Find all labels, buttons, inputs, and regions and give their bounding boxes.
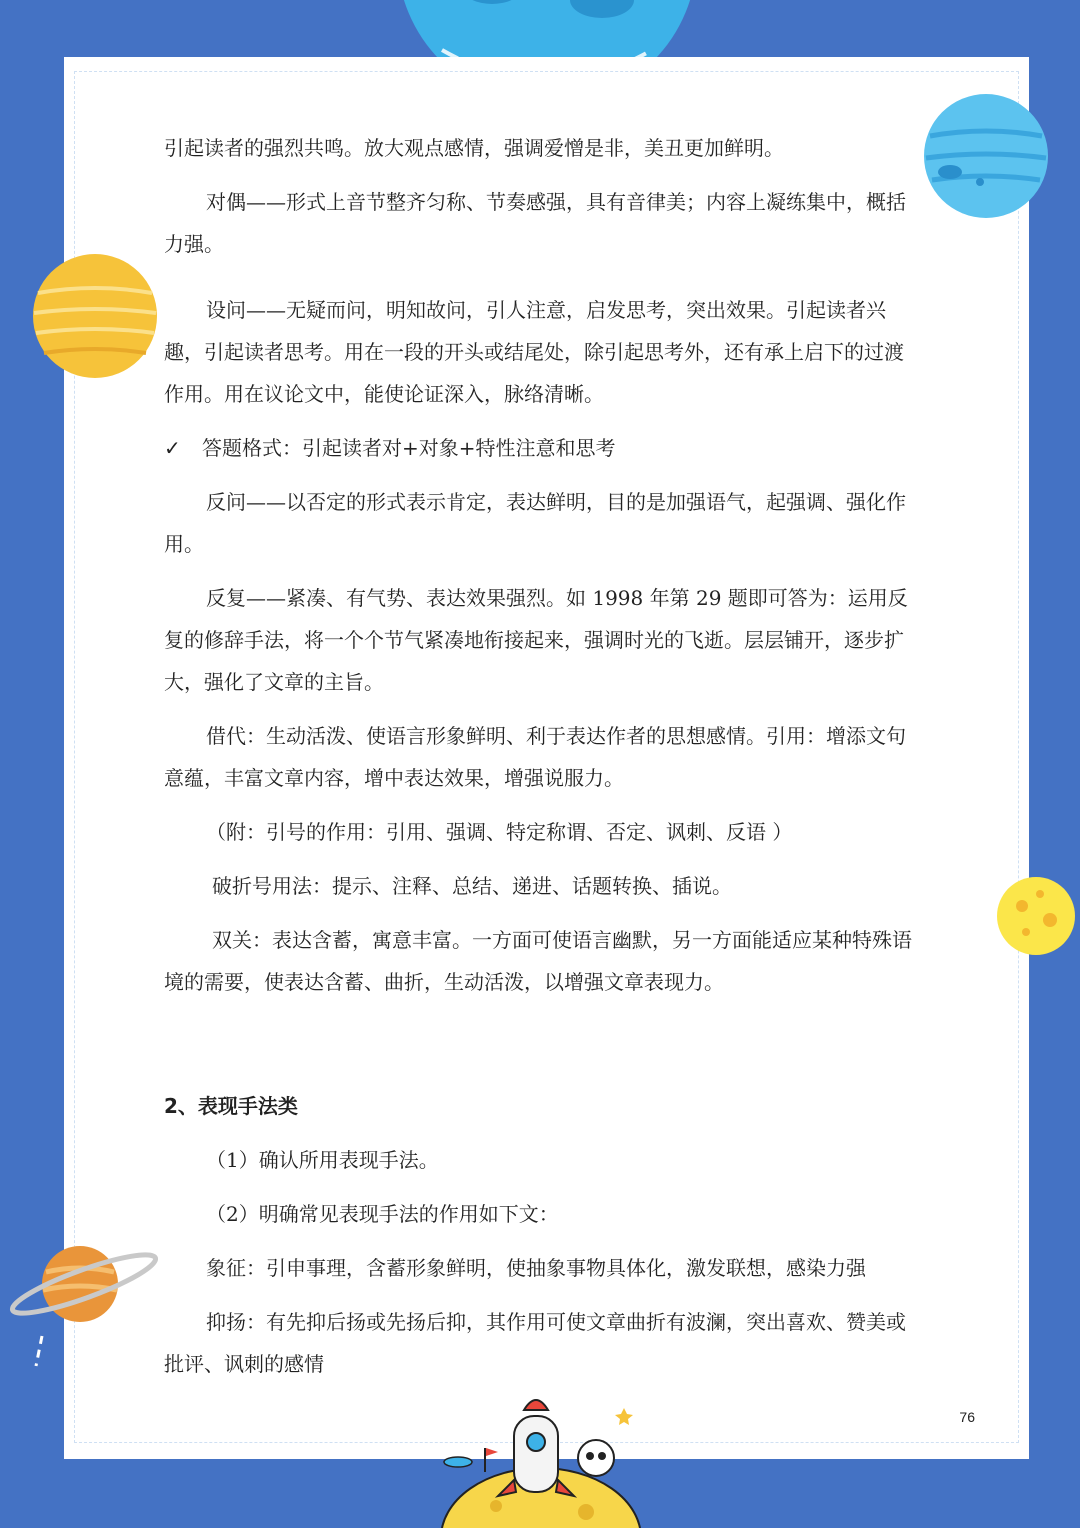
document-page [64, 57, 1029, 1459]
answer-format-text: 答题格式：引起读者对+对象+特性注意和思考 [202, 436, 616, 460]
paragraph-repetition: 反复——紧凑、有气势、表达效果强烈。如 1998 年第 29 题即可答为：运用反复的修辞手法，将一个个节气紧凑地衔接起来，强调时光的飞逝。层层铺开，逐步扩大，强化了文章的主旨。 [164, 586, 908, 694]
document-body [164, 127, 920, 1385]
paragraph-symbolism: 象征：引申事理，含蓄形象鲜明，使抽象事物具体化，激发联想，感染力强 [206, 1256, 866, 1280]
rocket-moon-illustration [436, 1388, 646, 1528]
paragraph-quotation-marks-note: （附：引号的作用：引用、强调、特定称谓、否定、讽刺、反语 ） [206, 820, 793, 844]
paragraph-rhetorical-negation: 反问——以否定的形式表示肯定，表达鲜明，目的是加强语气，起强调、强化作用。 [164, 490, 906, 556]
section-item-2: （2）明确常见表现手法的作用如下文： [206, 1202, 559, 1226]
yellow-planet-left-icon [32, 253, 158, 379]
paragraph-contrast: 抑扬：有先抑后扬或先扬后抑，其作用可使文章曲折有波澜，突出喜欢、赞美或批评、讽刺的感情 [164, 1310, 906, 1376]
yellow-planet-right-icon [996, 876, 1076, 956]
paragraph-metonymy: 借代：生动活泼、使语言形象鲜明、利于表达作者的思想感情。引用：增添文句意蕴，丰富文章内容，增中表达效果，增强说服力。 [164, 724, 906, 790]
answer-format-line [164, 427, 920, 469]
section-heading: 2、表现手法类 [164, 1094, 298, 1118]
blue-planet-right-icon [922, 92, 1050, 220]
section-item-1: （1）确认所用表现手法。 [206, 1148, 439, 1172]
saturn-planet-icon [8, 1240, 158, 1370]
paragraph-exaggeration-cont: 引起读者的强烈共鸣。放大观点感情，强调爱憎是非，美丑更加鲜明。 [164, 136, 784, 160]
page-number: 76 [959, 1409, 975, 1425]
paragraph-rhetorical-question: 设问——无疑而问，明知故问，引人注意，启发思考，突出效果。引起读者兴趣，引起读者思考。用在一段的开头或结尾处，除引起思考外，还有承上启下的过渡作用。用在议论文中，能使论证深入，脉络清晰。 [164, 298, 904, 406]
paragraph-dash-usage: 破折号用法：提示、注释、总结、递进、话题转换、插说。 [212, 874, 732, 898]
paragraph-pun: 双关：表达含蓄，寓意丰富。一方面可使语言幽默，另一方面能适应某种特殊语境的需要，使表达含蓄、曲折，生动活泼，以增强文章表现力。 [164, 928, 912, 994]
checkmark-icon: ✓ [164, 436, 181, 460]
paragraph-antithesis: 对偶——形式上音节整齐匀称、节奏感强，具有音律美；内容上凝练集中，概括力强。 [164, 190, 906, 256]
